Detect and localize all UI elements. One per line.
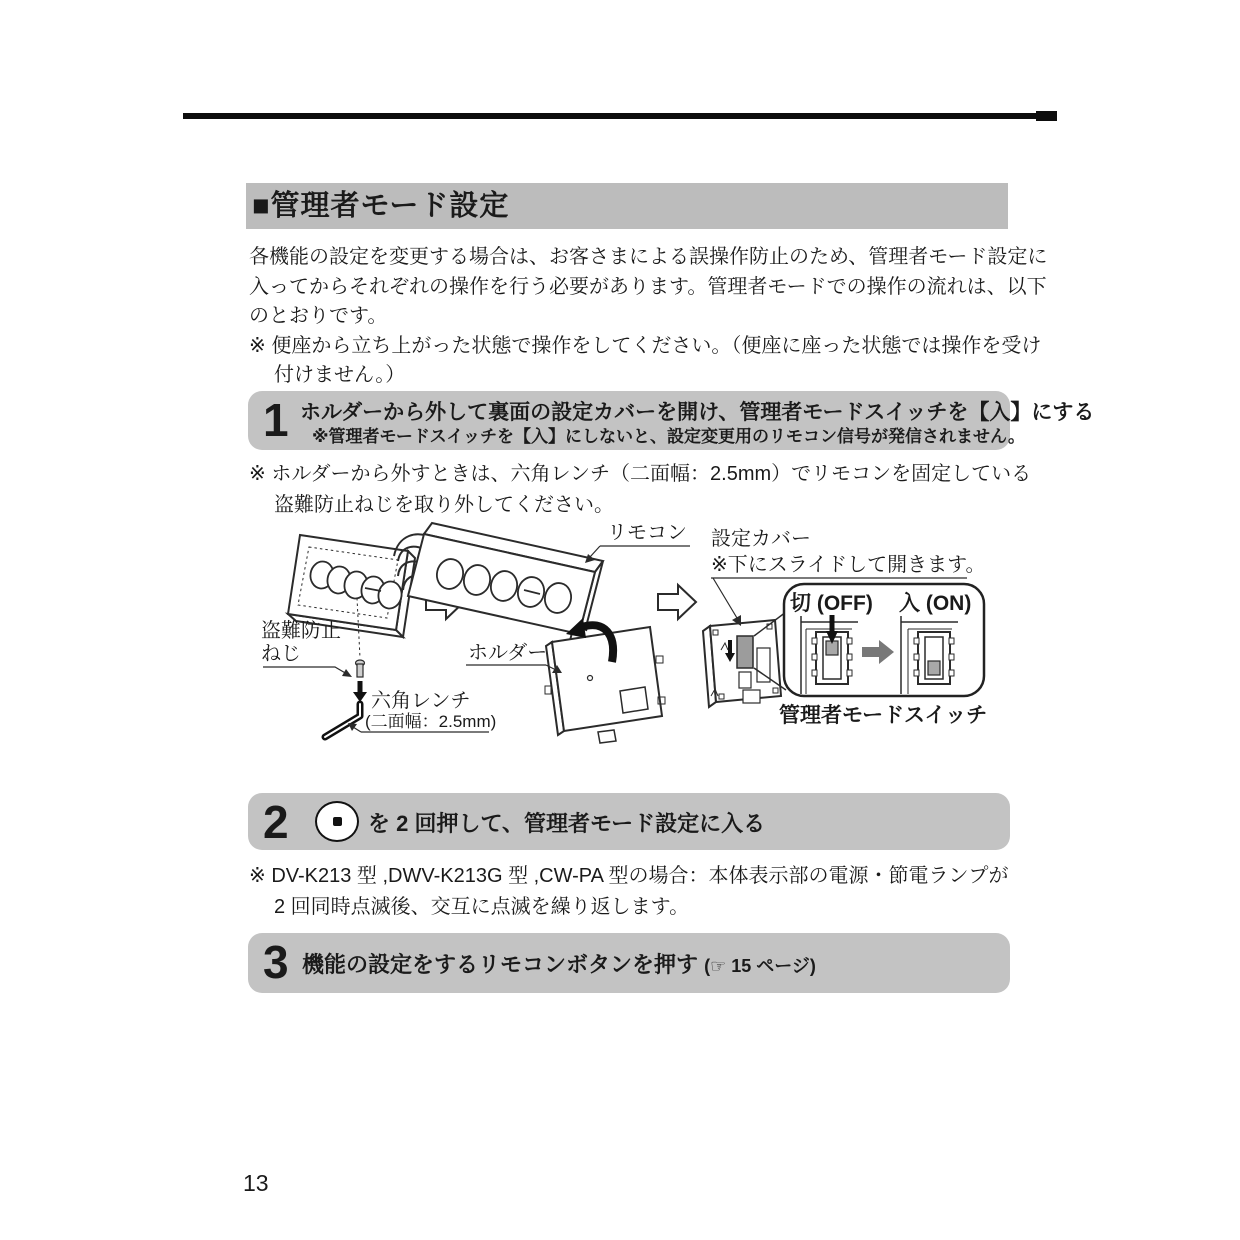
note-line: 盗難防止ねじを取り外してください。 — [274, 494, 614, 516]
step-3-title-text: 機能の設定をするリモコンボタンを押す — [302, 952, 699, 977]
label-theft-screw: 盗難防止 — [261, 620, 341, 642]
page-title: ■管理者モード設定 — [252, 190, 510, 222]
switch-knob-on — [928, 661, 940, 675]
remote-in-hands-illustration — [394, 523, 603, 642]
step-3-number: 3 — [263, 936, 287, 988]
step-2-number: 2 — [263, 796, 287, 848]
step-2-title: を 2 回押して、管理者モード設定に入る — [368, 811, 766, 836]
step-1-title: ホルダーから外して裏面の設定カバーを開け、管理者モードスイッチを【入】にする — [300, 401, 1095, 424]
label-hex-wrench-size: (二面幅：2.5mm) — [365, 712, 497, 731]
note-line: ※ ホルダーから外すときは、六角レンチ（二面幅：2.5mm）でリモコンを固定している — [249, 463, 1032, 485]
intro-line: のとおりです。 — [249, 305, 388, 327]
remote-back-illustration — [703, 612, 786, 707]
label-setting-cover-note: ※下にスライドして開きます。 — [711, 554, 986, 576]
label-on: 入 (ON) — [899, 592, 972, 615]
holder-illustration — [545, 618, 665, 743]
flow-arrow-icon — [658, 585, 696, 619]
page-number: 13 — [243, 1170, 269, 1196]
label-setting-cover: 設定カバー — [711, 528, 811, 550]
step-3-page-ref: (☞ 15 ページ) — [704, 956, 816, 976]
step-2-bar — [248, 793, 1010, 850]
stop-button-icon — [315, 801, 359, 842]
intro-line: 入ってからそれぞれの操作を行う必要があります。管理者モードでの操作の流れは、以下 — [249, 275, 1047, 298]
down-arrow-icon — [353, 681, 367, 702]
step-1-subtitle: ※管理者モードスイッチを【入】にしないと、設定変更用のリモコン信号が発信されません。 — [312, 427, 1026, 446]
label-theft-screw: ねじ — [261, 643, 301, 665]
step-3-bar — [248, 933, 1010, 993]
intro-line: 各機能の設定を変更する場合は、お客さまによる誤操作防止のため、管理者モード設定に — [249, 246, 1048, 268]
step-3-title — [302, 948, 816, 979]
label-off: 切 (OFF) — [790, 592, 873, 615]
note-line: 2 回同時点滅後、交互に点滅を繰り返します。 — [274, 896, 690, 918]
setting-cover — [737, 636, 753, 668]
label-holder: ホルダー — [468, 642, 548, 664]
intro-note-line: 付けません。） — [274, 364, 406, 386]
label-remote: リモコン — [607, 522, 687, 544]
note-line: ※ DV-K213 型 ,DWV-K213G 型 ,CW-PA 型の場合：本体表示部の電源・節電ランプが — [249, 865, 1009, 887]
step-2-note — [249, 861, 1019, 923]
label-admin-switch: 管理者モードスイッチ — [779, 704, 988, 727]
step-1-number: 1 — [263, 394, 287, 446]
label-hex-wrench: 六角レンチ — [371, 690, 471, 712]
intro-note-line: ※ 便座から立ち上がった状態で操作をしてください。（便座に座った状態では操作を受け — [249, 334, 1042, 357]
